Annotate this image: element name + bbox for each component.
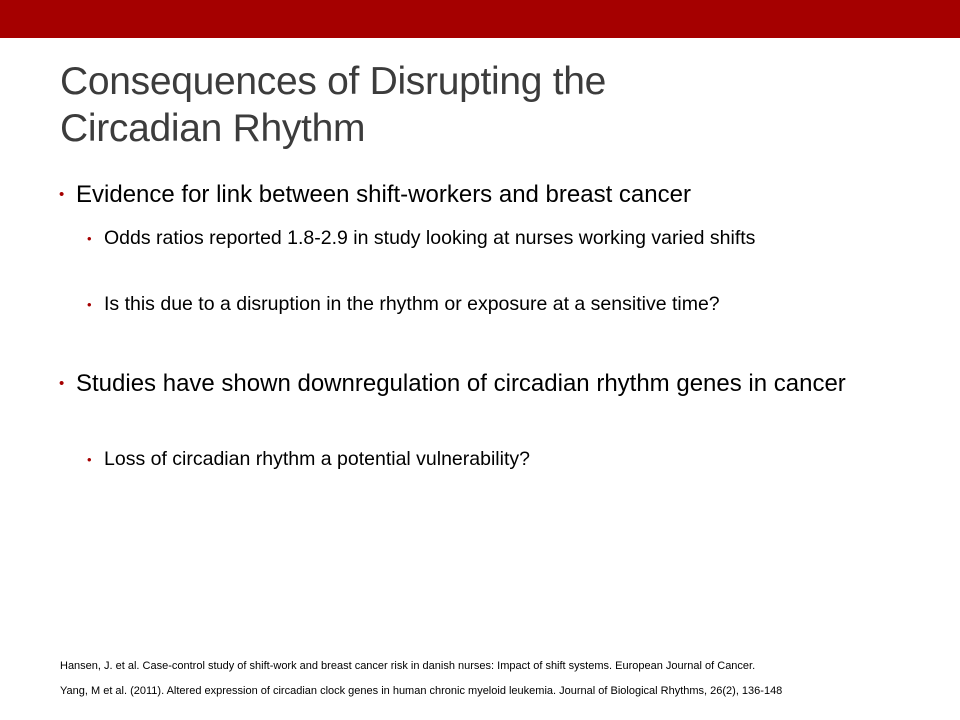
slide-title-line-2: Circadian Rhythm: [60, 107, 366, 150]
bullet-1: [59, 179, 886, 210]
subbullet-1-1: [87, 225, 874, 252]
slide-title: [60, 58, 920, 152]
bullet-dot-icon: •: [87, 452, 92, 467]
subbullet-2-1-text: Loss of circadian rhythm a potential vulnerability?: [104, 448, 530, 470]
subbullet-1-2-text: Is this due to a disruption in the rhythm or exposure at a sensitive time?: [104, 293, 720, 315]
subbullet-1-2: [87, 291, 874, 318]
reference-2: Yang, M et al. (2011). Altered expression of circadian clock genes in human chronic myeloid leukemia. Journal of Biological Rhythms, 26(2), 136-148: [60, 685, 783, 697]
subbullet-1-1-text: Odds ratios reported 1.8-2.9 in study looking at nurses working varied shifts: [104, 227, 756, 249]
bullet-dot-icon: •: [59, 375, 65, 392]
bullet-dot-icon: •: [59, 186, 65, 203]
subbullet-2-1: [87, 446, 874, 473]
bullet-dot-icon: •: [87, 231, 92, 246]
header-accent-bar: [0, 0, 960, 38]
bullet-1-text: Evidence for link between shift-workers and breast cancer: [76, 181, 691, 208]
bullet-2: [59, 368, 886, 399]
bullet-2-text: Studies have shown downregulation of circadian rhythm genes in cancer: [76, 370, 846, 397]
bullet-dot-icon: •: [87, 297, 92, 312]
slide-title-line-1: Consequences of Disrupting the: [60, 60, 607, 103]
reference-1: Hansen, J. et al. Case-control study of shift-work and breast cancer risk in danish nurses: Impact of shift systems. European Journal of Cancer.: [60, 660, 756, 672]
